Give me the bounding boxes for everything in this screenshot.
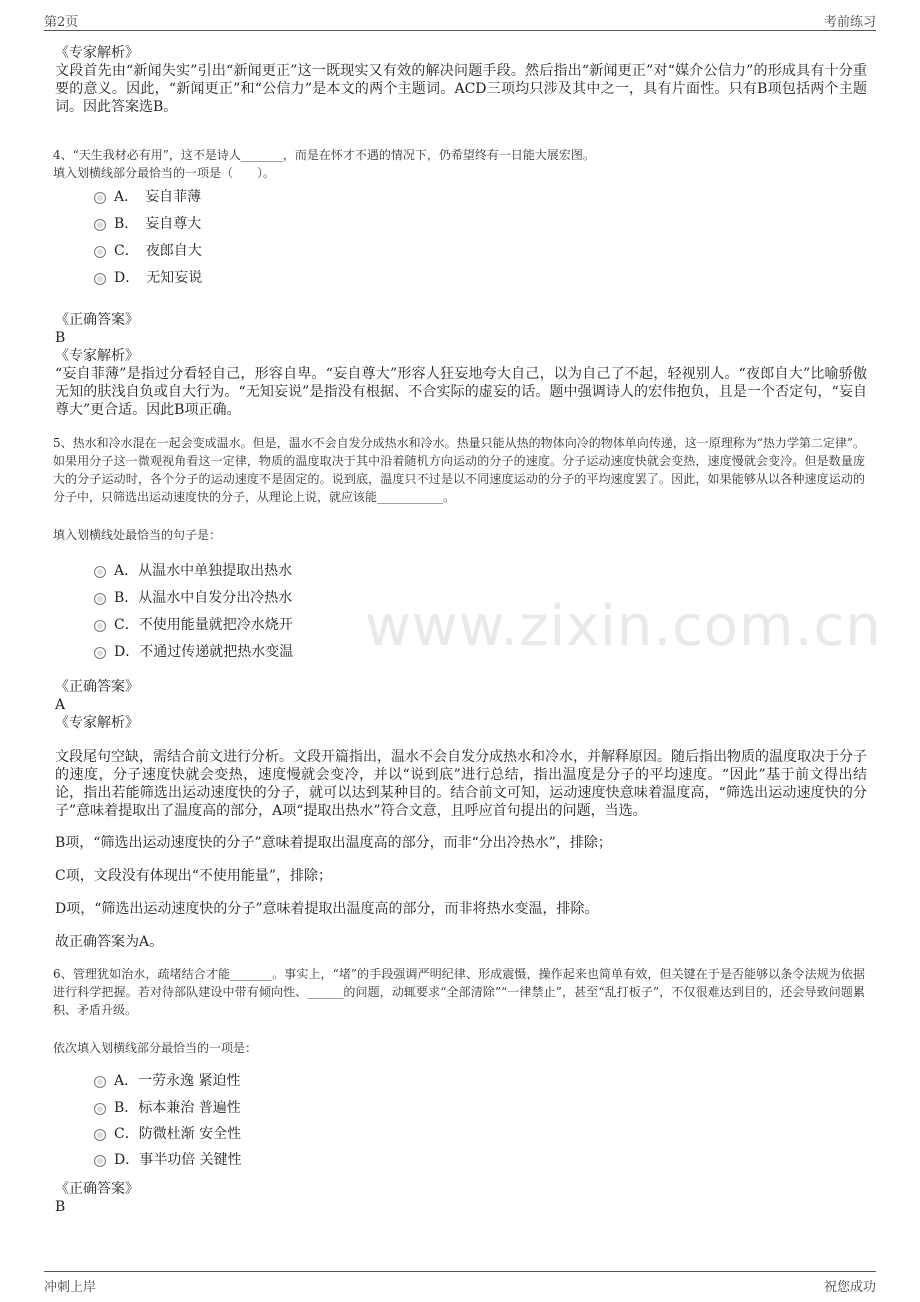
- q4-option-d[interactable]: D． 无知妄说: [94, 269, 202, 287]
- q5-option-a[interactable]: A．从温水中单独提取出热水: [94, 562, 292, 580]
- page-header: [44, 0, 876, 31]
- q6-option-c[interactable]: C．防微杜渐 安全性: [94, 1125, 241, 1143]
- expert-analysis-label: 《专家解析》: [55, 45, 139, 61]
- footer-left-text: 冲刺上岸: [44, 1280, 97, 1295]
- q6-option-b[interactable]: B．标本兼治 普遍性: [94, 1099, 241, 1117]
- radio-icon[interactable]: [94, 192, 106, 204]
- q5-option-d[interactable]: D．不通过传递就把热水变温: [94, 643, 293, 661]
- q4-option-a[interactable]: A． 妄自菲薄: [94, 188, 201, 206]
- header-title: 考前练习: [823, 15, 876, 30]
- radio-icon[interactable]: [94, 566, 106, 578]
- correct-answer-label: 《正确答案》: [55, 312, 139, 328]
- expert-analysis-text: 文段尾句空缺，需结合前文进行分析。文段开篇指出，温水不会自发分成热水和冷水，并解释原因。随后指出物质的温度取决于分子的速度，分子速度快就会变热，速度慢就会变冷，并以“说到底”进行总结，指出温度是分子的平均速度。“因此”基于前文得出结论，指出若能筛选出运动速度快的分子，就可以达到某种目的。结合前文可知，运动速度快意味着温度高，“筛选出运动速度快的分子”意味着提取出了温度高的部分，A项“提取出热水”符合文意，且呼应首句提出的问题，当选。: [55, 749, 867, 819]
- radio-icon[interactable]: [94, 1076, 106, 1088]
- radio-icon[interactable]: [94, 246, 106, 258]
- q4-option-c[interactable]: C． 夜郎自大: [94, 242, 202, 260]
- expert-analysis-text: C项，文段没有体现出“不使用能量”，排除；: [55, 868, 333, 884]
- question-5-stem: 5、热水和冷水混在一起会变成温水。但是，温水不会自发分成热水和冷水。热量只能从热的物体向冷的物体单向传递，这一原理称为“热力学第二定律”。如果用分子这一微观视角看这一定律，物质的温度取决于其中沿着随机方向运动的分子的速度。分子运动速度快就会变热，速度慢就会变冷。但是数量庞大的分子运动时，各个分子的运动速度不是固定的。说到底，温度只不过是以不同速度运动的分子的平均速度罢了。因此，如果能够从以各种速度运动的分子中，只筛选出运动速度快的分子，从理论上说，就应该能___________。: [53, 436, 865, 504]
- watermark: www.zixin.com.cn: [365, 594, 882, 659]
- question-6-prompt: 依次填入划横线部分最恰当的一项是：: [53, 1041, 258, 1055]
- radio-icon[interactable]: [94, 219, 106, 231]
- correct-answer-label: 《正确答案》: [55, 679, 139, 695]
- expert-analysis-text: 故正确答案为A。: [55, 934, 164, 950]
- expert-analysis-text: D项，“筛选出运动速度快的分子”意味着提取出温度高的部分，而非将热水变温，排除。: [55, 901, 599, 917]
- correct-answer: B: [55, 1199, 66, 1215]
- question-6-stem: 6、管理犹如治水，疏堵结合才能_______。事实上，“堵”的手段强调严明纪律、形成震慑，操作起来也简单有效，但关键在于是否能够以条令法规为依据进行科学把握。若对待部队建设中带有倾向性、______的问题，动辄要求“全部清除”“一律禁止”，甚至“乱打板子”，不仅很难达到目的，还会导致问题累积、矛盾升级。: [53, 967, 865, 1017]
- question-5-prompt: 填入划横线处最恰当的句子是：: [53, 528, 222, 542]
- expert-analysis-label: 《专家解析》: [55, 715, 139, 731]
- expert-analysis-text: 文段首先由“新闻失实”引出“新闻更正”这一既现实又有效的解决问题手段。然后指出“新闻更正”对“媒介公信力”的形成具有十分重要的意义。因此，“新闻更正”和“公信力”是本文的两个主题词。ACD三项均只涉及其中之一，具有片面性。只有B项包括两个主题词。因此答案选B。: [55, 63, 867, 115]
- q4-option-b[interactable]: B． 妄自尊大: [94, 215, 201, 233]
- expert-analysis-label: 《专家解析》: [55, 348, 139, 364]
- radio-icon[interactable]: [94, 593, 106, 605]
- q5-option-b[interactable]: B．从温水中自发分出冷热水: [94, 589, 292, 607]
- page-number: 第2页: [44, 15, 79, 30]
- correct-answer: B: [55, 330, 66, 346]
- radio-icon[interactable]: [94, 1155, 106, 1167]
- correct-answer-label: 《正确答案》: [55, 1181, 139, 1197]
- radio-icon[interactable]: [94, 1103, 106, 1115]
- expert-analysis-text: B项，“筛选出运动速度快的分子”意味着提取出温度高的部分，而非“分出冷热水”，排除；: [55, 835, 612, 851]
- radio-icon[interactable]: [94, 273, 106, 285]
- question-4-prompt: 填入划横线部分最恰当的一项是（ ）。: [53, 166, 276, 180]
- page-footer: [44, 1271, 876, 1302]
- q6-option-d[interactable]: D．事半功倍 关键性: [94, 1151, 242, 1169]
- q6-option-a[interactable]: A．一劳永逸 紧迫性: [94, 1072, 241, 1090]
- footer-right-text: 祝您成功: [823, 1280, 876, 1295]
- q5-option-c[interactable]: C．不使用能量就把冷水烧开: [94, 616, 293, 634]
- radio-icon[interactable]: [94, 1129, 106, 1141]
- radio-icon[interactable]: [94, 620, 106, 632]
- expert-analysis-text: “妄自菲薄”是指过分看轻自己，形容自卑。“妄自尊大”形容人狂妄地夸大自己，以为自己了不起，轻视别人。“夜郎自大”比喻骄傲无知的肤浅自负或自大行为。“无知妄说”是指没有根据、不合实际的虚妄的话。题中强调诗人的宏伟抱负，且是一个否定句，“妄自尊大”更合适。因此B项正确。: [55, 366, 867, 418]
- radio-icon[interactable]: [94, 647, 106, 659]
- question-4-stem: 4、“天生我材必有用”，这不是诗人_______，而是在怀才不遇的情况下，仍希望终有一日能大展宏图。: [53, 148, 595, 162]
- correct-answer: A: [55, 697, 66, 713]
